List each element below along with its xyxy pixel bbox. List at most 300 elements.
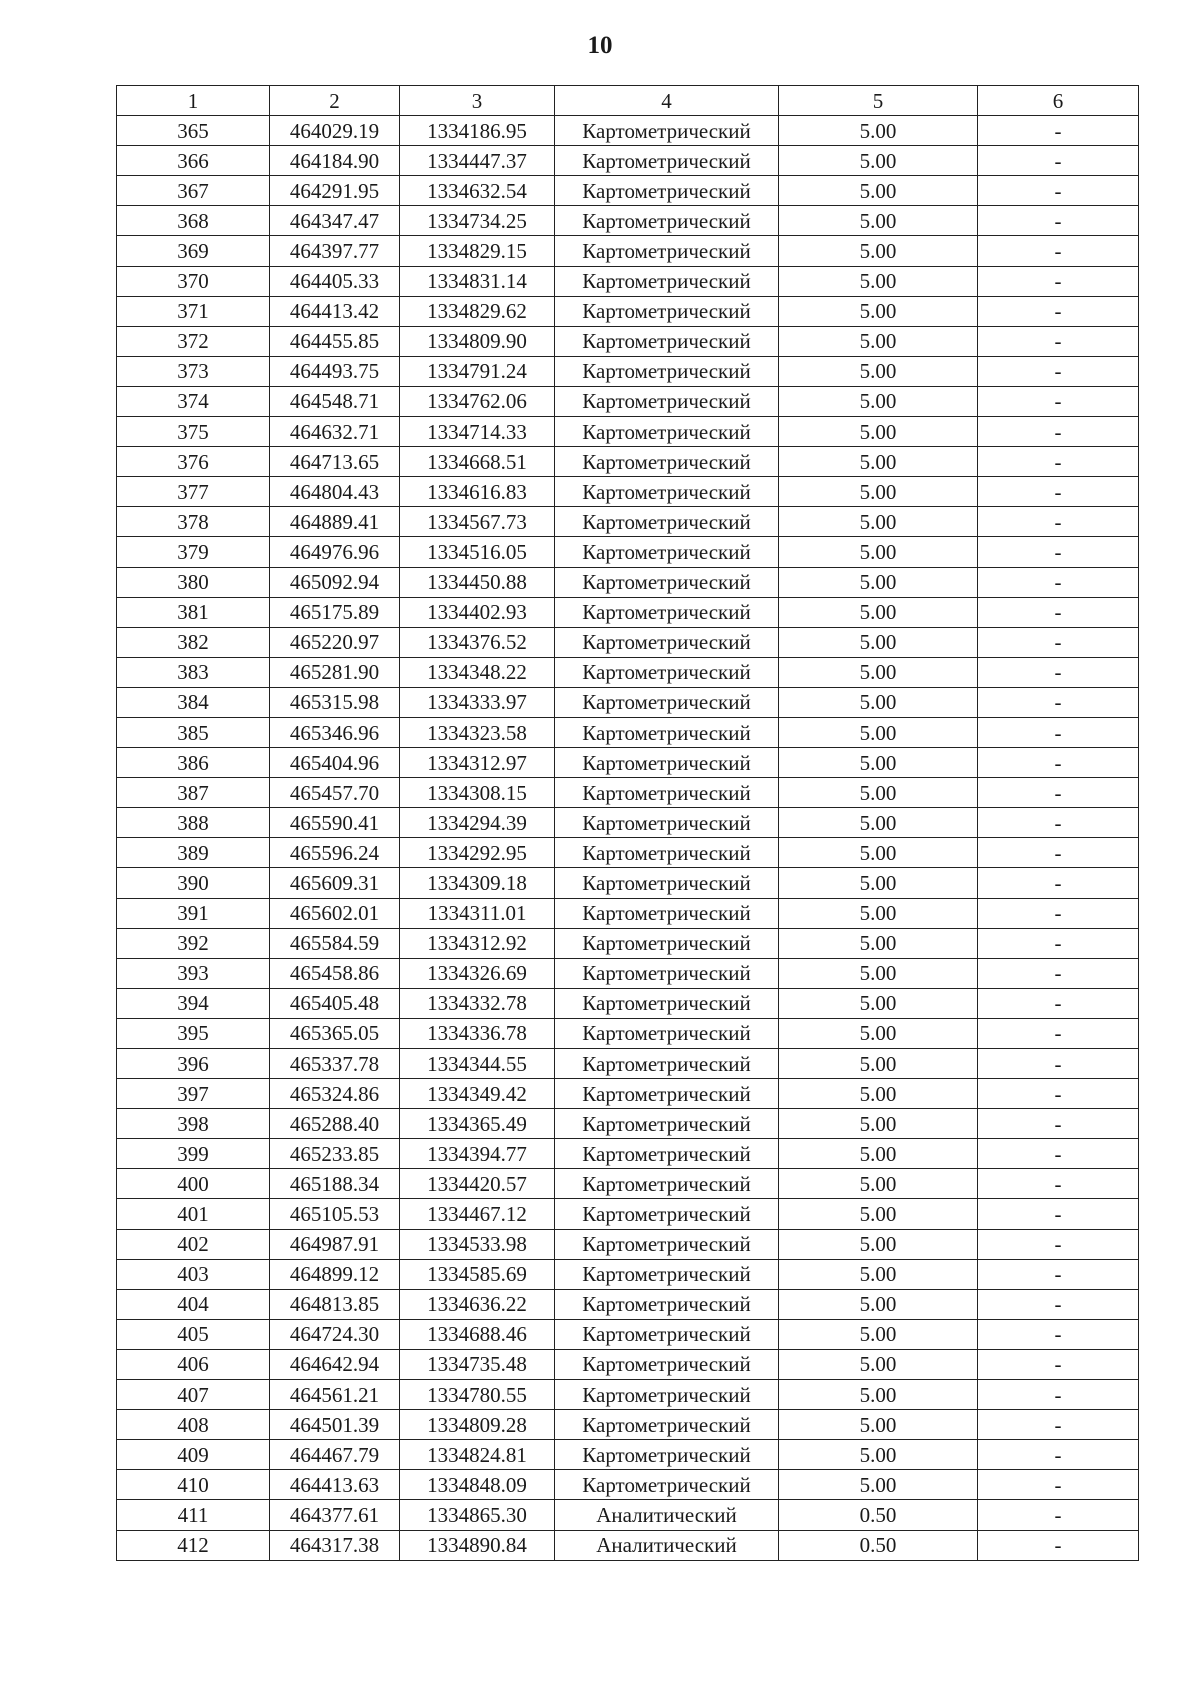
table-row [117, 1169, 1139, 1199]
x-coordinate-cell: 465602.01 [270, 898, 400, 928]
method-cell: Картометрический [555, 1289, 779, 1319]
point-number-cell: 369 [117, 236, 270, 266]
table-row [117, 1139, 1139, 1169]
x-coordinate-cell: 465220.97 [270, 627, 400, 657]
note-cell: - [978, 1109, 1139, 1139]
method-cell: Аналитический [555, 1500, 779, 1530]
y-coordinate-cell: 1334349.42 [400, 1079, 555, 1109]
y-coordinate-cell: 1334831.14 [400, 266, 555, 296]
table-row [117, 116, 1139, 146]
accuracy-cell: 5.00 [779, 1289, 978, 1319]
x-coordinate-cell: 464976.96 [270, 537, 400, 567]
x-coordinate-cell: 464455.85 [270, 326, 400, 356]
accuracy-cell: 5.00 [779, 176, 978, 206]
accuracy-cell: 5.00 [779, 1049, 978, 1079]
note-cell: - [978, 1380, 1139, 1410]
note-cell: - [978, 1018, 1139, 1048]
note-cell: - [978, 1500, 1139, 1530]
y-coordinate-cell: 1334344.55 [400, 1049, 555, 1079]
accuracy-cell: 5.00 [779, 146, 978, 176]
method-cell: Картометрический [555, 1440, 779, 1470]
coordinates-table [116, 85, 1139, 1561]
point-number-cell: 409 [117, 1440, 270, 1470]
x-coordinate-cell: 464899.12 [270, 1259, 400, 1289]
note-cell: - [978, 176, 1139, 206]
x-coordinate-cell: 465175.89 [270, 597, 400, 627]
page-number: 10 [587, 32, 613, 59]
point-number-cell: 367 [117, 176, 270, 206]
x-coordinate-cell: 465188.34 [270, 1169, 400, 1199]
accuracy-cell: 0.50 [779, 1530, 978, 1560]
accuracy-cell: 5.00 [779, 778, 978, 808]
point-number-cell: 399 [117, 1139, 270, 1169]
table-row [117, 447, 1139, 477]
point-number-cell: 387 [117, 778, 270, 808]
method-cell: Картометрический [555, 1109, 779, 1139]
point-number-cell: 404 [117, 1289, 270, 1319]
method-cell: Картометрический [555, 1139, 779, 1169]
method-cell: Картометрический [555, 1259, 779, 1289]
x-coordinate-cell: 465596.24 [270, 838, 400, 868]
x-coordinate-cell: 464413.63 [270, 1470, 400, 1500]
x-coordinate-cell: 464405.33 [270, 266, 400, 296]
method-cell: Картометрический [555, 1229, 779, 1259]
y-coordinate-cell: 1334311.01 [400, 898, 555, 928]
table-row [117, 868, 1139, 898]
y-coordinate-cell: 1334402.93 [400, 597, 555, 627]
note-cell: - [978, 657, 1139, 687]
x-coordinate-cell: 464804.43 [270, 477, 400, 507]
point-number-cell: 376 [117, 447, 270, 477]
note-cell: - [978, 537, 1139, 567]
method-cell: Картометрический [555, 627, 779, 657]
note-cell: - [978, 808, 1139, 838]
accuracy-cell: 5.00 [779, 1410, 978, 1440]
point-number-cell: 395 [117, 1018, 270, 1048]
x-coordinate-cell: 464548.71 [270, 386, 400, 416]
y-coordinate-cell: 1334365.49 [400, 1109, 555, 1139]
accuracy-cell: 5.00 [779, 206, 978, 236]
point-number-cell: 383 [117, 657, 270, 687]
point-number-cell: 412 [117, 1530, 270, 1560]
accuracy-cell: 5.00 [779, 838, 978, 868]
y-coordinate-cell: 1334636.22 [400, 1289, 555, 1319]
accuracy-cell: 5.00 [779, 266, 978, 296]
y-coordinate-cell: 1334312.97 [400, 748, 555, 778]
y-coordinate-cell: 1334533.98 [400, 1229, 555, 1259]
table-row [117, 326, 1139, 356]
note-cell: - [978, 1319, 1139, 1349]
x-coordinate-cell: 464501.39 [270, 1410, 400, 1440]
method-cell: Картометрический [555, 597, 779, 627]
x-coordinate-cell: 465365.05 [270, 1018, 400, 1048]
point-number-cell: 366 [117, 146, 270, 176]
y-coordinate-cell: 1334312.92 [400, 928, 555, 958]
x-coordinate-cell: 465105.53 [270, 1199, 400, 1229]
point-number-cell: 397 [117, 1079, 270, 1109]
y-coordinate-cell: 1334292.95 [400, 838, 555, 868]
table-row [117, 687, 1139, 717]
point-number-cell: 374 [117, 386, 270, 416]
note-cell: - [978, 1229, 1139, 1259]
point-number-cell: 371 [117, 296, 270, 326]
table-row [117, 507, 1139, 537]
header-col-1: 1 [117, 86, 270, 116]
y-coordinate-cell: 1334376.52 [400, 627, 555, 657]
note-cell: - [978, 1139, 1139, 1169]
accuracy-cell: 5.00 [779, 1139, 978, 1169]
accuracy-cell: 5.00 [779, 1169, 978, 1199]
note-cell: - [978, 717, 1139, 747]
note-cell: - [978, 958, 1139, 988]
point-number-cell: 370 [117, 266, 270, 296]
table-body [117, 116, 1139, 1561]
table-row [117, 778, 1139, 808]
y-coordinate-cell: 1334848.09 [400, 1470, 555, 1500]
y-coordinate-cell: 1334336.78 [400, 1018, 555, 1048]
table-row [117, 266, 1139, 296]
x-coordinate-cell: 465281.90 [270, 657, 400, 687]
note-cell: - [978, 838, 1139, 868]
y-coordinate-cell: 1334567.73 [400, 507, 555, 537]
y-coordinate-cell: 1334323.58 [400, 717, 555, 747]
method-cell: Картометрический [555, 326, 779, 356]
note-cell: - [978, 1349, 1139, 1379]
table-row [117, 537, 1139, 567]
method-cell: Картометрический [555, 176, 779, 206]
point-number-cell: 382 [117, 627, 270, 657]
x-coordinate-cell: 465590.41 [270, 808, 400, 838]
y-coordinate-cell: 1334734.25 [400, 206, 555, 236]
y-coordinate-cell: 1334308.15 [400, 778, 555, 808]
x-coordinate-cell: 464029.19 [270, 116, 400, 146]
table-row [117, 296, 1139, 326]
accuracy-cell: 5.00 [779, 1018, 978, 1048]
table-header-row [117, 86, 1139, 116]
table-row [117, 1049, 1139, 1079]
table-row [117, 597, 1139, 627]
y-coordinate-cell: 1334762.06 [400, 386, 555, 416]
table-row [117, 1410, 1139, 1440]
accuracy-cell: 5.00 [779, 567, 978, 597]
method-cell: Картометрический [555, 567, 779, 597]
x-coordinate-cell: 464632.71 [270, 417, 400, 447]
point-number-cell: 378 [117, 507, 270, 537]
method-cell: Картометрический [555, 657, 779, 687]
accuracy-cell: 5.00 [779, 1229, 978, 1259]
accuracy-cell: 5.00 [779, 1440, 978, 1470]
x-coordinate-cell: 465337.78 [270, 1049, 400, 1079]
method-cell: Картометрический [555, 1410, 779, 1440]
method-cell: Картометрический [555, 838, 779, 868]
y-coordinate-cell: 1334467.12 [400, 1199, 555, 1229]
table-row [117, 748, 1139, 778]
table-row [117, 1018, 1139, 1048]
accuracy-cell: 5.00 [779, 898, 978, 928]
table-row [117, 1109, 1139, 1139]
note-cell: - [978, 567, 1139, 597]
x-coordinate-cell: 464184.90 [270, 146, 400, 176]
method-cell: Картометрический [555, 687, 779, 717]
accuracy-cell: 5.00 [779, 1349, 978, 1379]
table-row [117, 1349, 1139, 1379]
point-number-cell: 401 [117, 1199, 270, 1229]
point-number-cell: 380 [117, 567, 270, 597]
point-number-cell: 402 [117, 1229, 270, 1259]
table-row [117, 928, 1139, 958]
method-cell: Картометрический [555, 1079, 779, 1109]
table-row [117, 898, 1139, 928]
accuracy-cell: 5.00 [779, 1199, 978, 1229]
point-number-cell: 410 [117, 1470, 270, 1500]
point-number-cell: 411 [117, 1500, 270, 1530]
method-cell: Картометрический [555, 1319, 779, 1349]
point-number-cell: 381 [117, 597, 270, 627]
method-cell: Картометрический [555, 236, 779, 266]
header-col-4: 4 [555, 86, 779, 116]
method-cell: Картометрический [555, 1380, 779, 1410]
y-coordinate-cell: 1334688.46 [400, 1319, 555, 1349]
table-row [117, 567, 1139, 597]
table-row [117, 1199, 1139, 1229]
header-col-3: 3 [400, 86, 555, 116]
accuracy-cell: 5.00 [779, 1259, 978, 1289]
method-cell: Картометрический [555, 988, 779, 1018]
y-coordinate-cell: 1334333.97 [400, 687, 555, 717]
table-row [117, 988, 1139, 1018]
table-row [117, 1229, 1139, 1259]
note-cell: - [978, 1049, 1139, 1079]
method-cell: Картометрический [555, 1349, 779, 1379]
method-cell: Картометрический [555, 447, 779, 477]
x-coordinate-cell: 465233.85 [270, 1139, 400, 1169]
method-cell: Картометрический [555, 958, 779, 988]
x-coordinate-cell: 465315.98 [270, 687, 400, 717]
accuracy-cell: 5.00 [779, 717, 978, 747]
note-cell: - [978, 597, 1139, 627]
note-cell: - [978, 1169, 1139, 1199]
x-coordinate-cell: 464317.38 [270, 1530, 400, 1560]
table-row [117, 477, 1139, 507]
method-cell: Картометрический [555, 356, 779, 386]
note-cell: - [978, 356, 1139, 386]
point-number-cell: 405 [117, 1319, 270, 1349]
note-cell: - [978, 1259, 1139, 1289]
method-cell: Картометрический [555, 477, 779, 507]
point-number-cell: 392 [117, 928, 270, 958]
point-number-cell: 368 [117, 206, 270, 236]
point-number-cell: 390 [117, 868, 270, 898]
y-coordinate-cell: 1334865.30 [400, 1500, 555, 1530]
y-coordinate-cell: 1334332.78 [400, 988, 555, 1018]
accuracy-cell: 5.00 [779, 1380, 978, 1410]
note-cell: - [978, 868, 1139, 898]
y-coordinate-cell: 1334309.18 [400, 868, 555, 898]
method-cell: Картометрический [555, 1169, 779, 1199]
y-coordinate-cell: 1334809.28 [400, 1410, 555, 1440]
point-number-cell: 384 [117, 687, 270, 717]
table-row [117, 958, 1139, 988]
note-cell: - [978, 386, 1139, 416]
accuracy-cell: 5.00 [779, 507, 978, 537]
table-row [117, 1530, 1139, 1560]
note-cell: - [978, 477, 1139, 507]
table-row [117, 657, 1139, 687]
method-cell: Картометрический [555, 748, 779, 778]
x-coordinate-cell: 464493.75 [270, 356, 400, 386]
method-cell: Картометрический [555, 116, 779, 146]
note-cell: - [978, 1079, 1139, 1109]
note-cell: - [978, 236, 1139, 266]
table-row [117, 236, 1139, 266]
y-coordinate-cell: 1334632.54 [400, 176, 555, 206]
note-cell: - [978, 1289, 1139, 1319]
accuracy-cell: 5.00 [779, 1470, 978, 1500]
x-coordinate-cell: 465346.96 [270, 717, 400, 747]
note-cell: - [978, 116, 1139, 146]
table-row [117, 146, 1139, 176]
table-row [117, 1500, 1139, 1530]
table-row [117, 717, 1139, 747]
accuracy-cell: 5.00 [779, 447, 978, 477]
accuracy-cell: 5.00 [779, 627, 978, 657]
y-coordinate-cell: 1334616.83 [400, 477, 555, 507]
x-coordinate-cell: 465458.86 [270, 958, 400, 988]
accuracy-cell: 5.00 [779, 748, 978, 778]
x-coordinate-cell: 464377.61 [270, 1500, 400, 1530]
table-row [117, 417, 1139, 447]
method-cell: Картометрический [555, 928, 779, 958]
table-row [117, 1470, 1139, 1500]
point-number-cell: 375 [117, 417, 270, 447]
y-coordinate-cell: 1334735.48 [400, 1349, 555, 1379]
table-row [117, 1440, 1139, 1470]
note-cell: - [978, 296, 1139, 326]
point-number-cell: 396 [117, 1049, 270, 1079]
point-number-cell: 389 [117, 838, 270, 868]
x-coordinate-cell: 465092.94 [270, 567, 400, 597]
point-number-cell: 388 [117, 808, 270, 838]
table-row [117, 627, 1139, 657]
header-col-2: 2 [270, 86, 400, 116]
note-cell: - [978, 928, 1139, 958]
x-coordinate-cell: 464397.77 [270, 236, 400, 266]
note-cell: - [978, 1470, 1139, 1500]
accuracy-cell: 5.00 [779, 808, 978, 838]
note-cell: - [978, 627, 1139, 657]
note-cell: - [978, 1410, 1139, 1440]
point-number-cell: 386 [117, 748, 270, 778]
point-number-cell: 372 [117, 326, 270, 356]
y-coordinate-cell: 1334714.33 [400, 417, 555, 447]
x-coordinate-cell: 464413.42 [270, 296, 400, 326]
note-cell: - [978, 1199, 1139, 1229]
method-cell: Картометрический [555, 507, 779, 537]
note-cell: - [978, 988, 1139, 1018]
y-coordinate-cell: 1334394.77 [400, 1139, 555, 1169]
note-cell: - [978, 447, 1139, 477]
note-cell: - [978, 507, 1139, 537]
point-number-cell: 408 [117, 1410, 270, 1440]
note-cell: - [978, 778, 1139, 808]
table-row [117, 1079, 1139, 1109]
method-cell: Картометрический [555, 1018, 779, 1048]
x-coordinate-cell: 465404.96 [270, 748, 400, 778]
accuracy-cell: 5.00 [779, 958, 978, 988]
y-coordinate-cell: 1334326.69 [400, 958, 555, 988]
x-coordinate-cell: 464291.95 [270, 176, 400, 206]
method-cell: Картометрический [555, 1049, 779, 1079]
method-cell: Картометрический [555, 898, 779, 928]
method-cell: Картометрический [555, 206, 779, 236]
table-row [117, 356, 1139, 386]
y-coordinate-cell: 1334890.84 [400, 1530, 555, 1560]
y-coordinate-cell: 1334668.51 [400, 447, 555, 477]
point-number-cell: 365 [117, 116, 270, 146]
x-coordinate-cell: 464642.94 [270, 1349, 400, 1379]
x-coordinate-cell: 464347.47 [270, 206, 400, 236]
y-coordinate-cell: 1334450.88 [400, 567, 555, 597]
point-number-cell: 394 [117, 988, 270, 1018]
point-number-cell: 391 [117, 898, 270, 928]
note-cell: - [978, 1530, 1139, 1560]
y-coordinate-cell: 1334780.55 [400, 1380, 555, 1410]
table-row [117, 386, 1139, 416]
point-number-cell: 400 [117, 1169, 270, 1199]
table-row [117, 1380, 1139, 1410]
accuracy-cell: 5.00 [779, 868, 978, 898]
x-coordinate-cell: 464987.91 [270, 1229, 400, 1259]
table-row [117, 1289, 1139, 1319]
header-col-5: 5 [779, 86, 978, 116]
accuracy-cell: 5.00 [779, 1109, 978, 1139]
point-number-cell: 385 [117, 717, 270, 747]
y-coordinate-cell: 1334585.69 [400, 1259, 555, 1289]
y-coordinate-cell: 1334829.62 [400, 296, 555, 326]
table-row [117, 808, 1139, 838]
point-number-cell: 373 [117, 356, 270, 386]
note-cell: - [978, 1440, 1139, 1470]
x-coordinate-cell: 465609.31 [270, 868, 400, 898]
y-coordinate-cell: 1334516.05 [400, 537, 555, 567]
method-cell: Картометрический [555, 808, 779, 838]
y-coordinate-cell: 1334791.24 [400, 356, 555, 386]
y-coordinate-cell: 1334829.15 [400, 236, 555, 266]
x-coordinate-cell: 465584.59 [270, 928, 400, 958]
y-coordinate-cell: 1334420.57 [400, 1169, 555, 1199]
point-number-cell: 393 [117, 958, 270, 988]
accuracy-cell: 5.00 [779, 296, 978, 326]
point-number-cell: 407 [117, 1380, 270, 1410]
point-number-cell: 403 [117, 1259, 270, 1289]
note-cell: - [978, 146, 1139, 176]
method-cell: Картометрический [555, 778, 779, 808]
y-coordinate-cell: 1334824.81 [400, 1440, 555, 1470]
note-cell: - [978, 898, 1139, 928]
method-cell: Картометрический [555, 266, 779, 296]
note-cell: - [978, 687, 1139, 717]
table-row [117, 1319, 1139, 1349]
note-cell: - [978, 326, 1139, 356]
accuracy-cell: 5.00 [779, 928, 978, 958]
y-coordinate-cell: 1334186.95 [400, 116, 555, 146]
accuracy-cell: 5.00 [779, 597, 978, 627]
x-coordinate-cell: 465405.48 [270, 988, 400, 1018]
x-coordinate-cell: 464467.79 [270, 1440, 400, 1470]
accuracy-cell: 5.00 [779, 386, 978, 416]
header-col-6: 6 [978, 86, 1139, 116]
accuracy-cell: 5.00 [779, 356, 978, 386]
